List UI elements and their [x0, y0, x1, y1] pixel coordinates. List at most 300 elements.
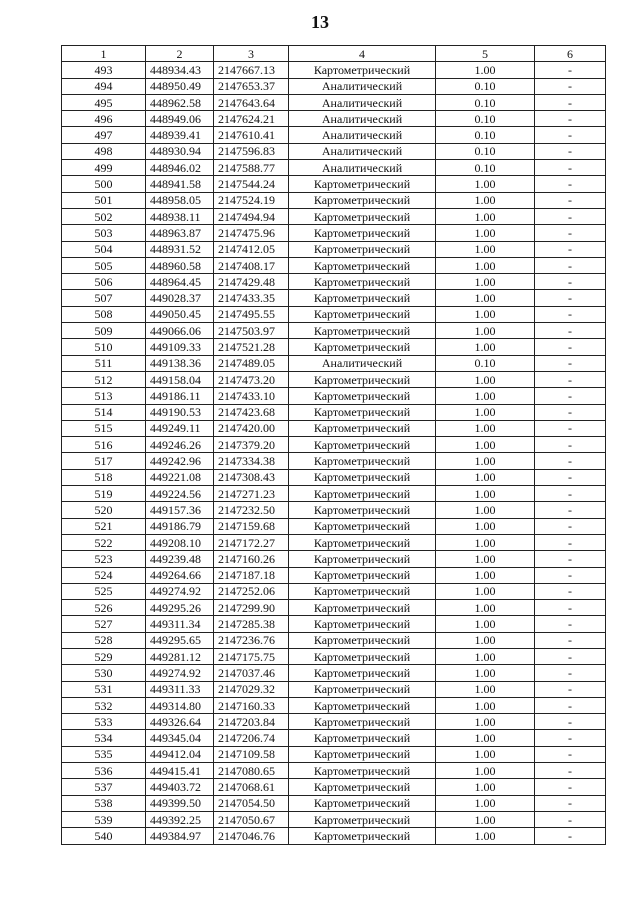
accuracy-cell: 1.00	[436, 437, 535, 453]
table-row	[62, 143, 606, 159]
accuracy-cell: 1.00	[436, 828, 535, 844]
method-cell: Аналитический	[289, 355, 436, 371]
y-coordinate-cell: 2147172.27	[214, 534, 289, 550]
method-cell: Картометрический	[289, 502, 436, 518]
y-coordinate-cell: 2147187.18	[214, 567, 289, 583]
point-number-cell: 523	[62, 551, 146, 567]
y-coordinate-cell: 2147596.83	[214, 143, 289, 159]
point-number-cell: 504	[62, 241, 146, 257]
y-coordinate-cell: 2147109.58	[214, 746, 289, 762]
accuracy-cell: 1.00	[436, 616, 535, 632]
x-coordinate-cell: 449415.41	[146, 763, 214, 779]
method-cell: Картометрический	[289, 257, 436, 273]
method-cell: Картометрический	[289, 371, 436, 387]
x-coordinate-cell: 449399.50	[146, 795, 214, 811]
note-cell: -	[535, 62, 606, 78]
note-cell: -	[535, 665, 606, 681]
point-number-cell: 526	[62, 600, 146, 616]
point-number-cell: 511	[62, 355, 146, 371]
point-number-cell: 505	[62, 257, 146, 273]
table-header-row	[62, 46, 606, 62]
method-cell: Картометрический	[289, 714, 436, 730]
y-coordinate-cell: 2147160.26	[214, 551, 289, 567]
table-row	[62, 648, 606, 664]
y-coordinate-cell: 2147423.68	[214, 404, 289, 420]
point-number-cell: 507	[62, 290, 146, 306]
column-header: 1	[62, 46, 146, 62]
table-row	[62, 192, 606, 208]
table-row	[62, 94, 606, 110]
y-coordinate-cell: 2147489.05	[214, 355, 289, 371]
accuracy-cell: 0.10	[436, 160, 535, 176]
accuracy-cell: 1.00	[436, 306, 535, 322]
method-cell: Аналитический	[289, 127, 436, 143]
note-cell: -	[535, 160, 606, 176]
note-cell: -	[535, 714, 606, 730]
table-row	[62, 828, 606, 844]
method-cell: Картометрический	[289, 828, 436, 844]
note-cell: -	[535, 648, 606, 664]
method-cell: Аналитический	[289, 111, 436, 127]
y-coordinate-cell: 2147667.13	[214, 62, 289, 78]
accuracy-cell: 0.10	[436, 111, 535, 127]
accuracy-cell: 1.00	[436, 323, 535, 339]
note-cell: -	[535, 339, 606, 355]
accuracy-cell: 0.10	[436, 94, 535, 110]
method-cell: Картометрический	[289, 241, 436, 257]
table-row	[62, 453, 606, 469]
x-coordinate-cell: 449392.25	[146, 811, 214, 827]
accuracy-cell: 1.00	[436, 486, 535, 502]
accuracy-cell: 1.00	[436, 225, 535, 241]
y-coordinate-cell: 2147379.20	[214, 437, 289, 453]
column-header: 4	[289, 46, 436, 62]
x-coordinate-cell: 449158.04	[146, 371, 214, 387]
y-coordinate-cell: 2147643.64	[214, 94, 289, 110]
y-coordinate-cell: 2147080.65	[214, 763, 289, 779]
point-number-cell: 503	[62, 225, 146, 241]
method-cell: Картометрический	[289, 697, 436, 713]
note-cell: -	[535, 518, 606, 534]
y-coordinate-cell: 2147653.37	[214, 78, 289, 94]
method-cell: Картометрический	[289, 437, 436, 453]
table-row	[62, 681, 606, 697]
method-cell: Картометрический	[289, 469, 436, 485]
point-number-cell: 513	[62, 388, 146, 404]
point-number-cell: 534	[62, 730, 146, 746]
accuracy-cell: 0.10	[436, 127, 535, 143]
column-header: 5	[436, 46, 535, 62]
point-number-cell: 536	[62, 763, 146, 779]
point-number-cell: 515	[62, 420, 146, 436]
method-cell: Картометрический	[289, 583, 436, 599]
method-cell: Картометрический	[289, 534, 436, 550]
method-cell: Картометрический	[289, 453, 436, 469]
point-number-cell: 527	[62, 616, 146, 632]
point-number-cell: 518	[62, 469, 146, 485]
table-row	[62, 665, 606, 681]
method-cell: Картометрический	[289, 665, 436, 681]
point-number-cell: 525	[62, 583, 146, 599]
method-cell: Картометрический	[289, 306, 436, 322]
note-cell: -	[535, 567, 606, 583]
note-cell: -	[535, 274, 606, 290]
note-cell: -	[535, 290, 606, 306]
point-number-cell: 493	[62, 62, 146, 78]
y-coordinate-cell: 2147408.17	[214, 257, 289, 273]
point-number-cell: 533	[62, 714, 146, 730]
y-coordinate-cell: 2147175.75	[214, 648, 289, 664]
accuracy-cell: 1.00	[436, 62, 535, 78]
table-body	[62, 62, 606, 844]
point-number-cell: 499	[62, 160, 146, 176]
accuracy-cell: 1.00	[436, 208, 535, 224]
note-cell: -	[535, 632, 606, 648]
table-row	[62, 241, 606, 257]
table-row	[62, 371, 606, 387]
x-coordinate-cell: 448941.58	[146, 176, 214, 192]
point-number-cell: 538	[62, 795, 146, 811]
y-coordinate-cell: 2147610.41	[214, 127, 289, 143]
table-row	[62, 795, 606, 811]
method-cell: Аналитический	[289, 78, 436, 94]
x-coordinate-cell: 449157.36	[146, 502, 214, 518]
point-number-cell: 512	[62, 371, 146, 387]
point-number-cell: 529	[62, 648, 146, 664]
x-coordinate-cell: 449345.04	[146, 730, 214, 746]
note-cell: -	[535, 355, 606, 371]
x-coordinate-cell: 449186.11	[146, 388, 214, 404]
x-coordinate-cell: 448939.41	[146, 127, 214, 143]
table-row	[62, 469, 606, 485]
x-coordinate-cell: 448964.45	[146, 274, 214, 290]
y-coordinate-cell: 2147068.61	[214, 779, 289, 795]
table-row	[62, 730, 606, 746]
table-row	[62, 518, 606, 534]
y-coordinate-cell: 2147160.33	[214, 697, 289, 713]
point-number-cell: 528	[62, 632, 146, 648]
x-coordinate-cell: 449028.37	[146, 290, 214, 306]
method-cell: Картометрический	[289, 746, 436, 762]
method-cell: Картометрический	[289, 763, 436, 779]
accuracy-cell: 1.00	[436, 795, 535, 811]
method-cell: Картометрический	[289, 404, 436, 420]
accuracy-cell: 1.00	[436, 681, 535, 697]
x-coordinate-cell: 449224.56	[146, 486, 214, 502]
accuracy-cell: 1.00	[436, 241, 535, 257]
y-coordinate-cell: 2147420.00	[214, 420, 289, 436]
method-cell: Картометрический	[289, 811, 436, 827]
point-number-cell: 516	[62, 437, 146, 453]
note-cell: -	[535, 127, 606, 143]
point-number-cell: 539	[62, 811, 146, 827]
x-coordinate-cell: 448930.94	[146, 143, 214, 159]
point-number-cell: 520	[62, 502, 146, 518]
accuracy-cell: 1.00	[436, 388, 535, 404]
method-cell: Картометрический	[289, 600, 436, 616]
accuracy-cell: 1.00	[436, 714, 535, 730]
method-cell: Аналитический	[289, 160, 436, 176]
table-row	[62, 355, 606, 371]
x-coordinate-cell: 448938.11	[146, 208, 214, 224]
point-number-cell: 508	[62, 306, 146, 322]
point-number-cell: 500	[62, 176, 146, 192]
note-cell: -	[535, 111, 606, 127]
x-coordinate-cell: 449274.92	[146, 665, 214, 681]
method-cell: Аналитический	[289, 143, 436, 159]
x-coordinate-cell: 449066.06	[146, 323, 214, 339]
point-number-cell: 502	[62, 208, 146, 224]
x-coordinate-cell: 448946.02	[146, 160, 214, 176]
x-coordinate-cell: 449221.08	[146, 469, 214, 485]
method-cell: Картометрический	[289, 62, 436, 78]
point-number-cell: 517	[62, 453, 146, 469]
y-coordinate-cell: 2147433.35	[214, 290, 289, 306]
x-coordinate-cell: 449050.45	[146, 306, 214, 322]
x-coordinate-cell: 449326.64	[146, 714, 214, 730]
method-cell: Картометрический	[289, 616, 436, 632]
accuracy-cell: 1.00	[436, 274, 535, 290]
table-row	[62, 437, 606, 453]
method-cell: Картометрический	[289, 795, 436, 811]
method-cell: Картометрический	[289, 681, 436, 697]
table-row	[62, 323, 606, 339]
note-cell: -	[535, 241, 606, 257]
table-row	[62, 176, 606, 192]
x-coordinate-cell: 448962.58	[146, 94, 214, 110]
note-cell: -	[535, 486, 606, 502]
accuracy-cell: 1.00	[436, 534, 535, 550]
table-row	[62, 420, 606, 436]
x-coordinate-cell: 448950.49	[146, 78, 214, 94]
point-number-cell: 514	[62, 404, 146, 420]
method-cell: Картометрический	[289, 192, 436, 208]
column-header: 6	[535, 46, 606, 62]
accuracy-cell: 1.00	[436, 290, 535, 306]
note-cell: -	[535, 257, 606, 273]
table-row	[62, 583, 606, 599]
x-coordinate-cell: 449295.26	[146, 600, 214, 616]
accuracy-cell: 1.00	[436, 469, 535, 485]
table-row	[62, 811, 606, 827]
table-row	[62, 600, 606, 616]
y-coordinate-cell: 2147299.90	[214, 600, 289, 616]
note-cell: -	[535, 225, 606, 241]
method-cell: Картометрический	[289, 339, 436, 355]
table-row	[62, 388, 606, 404]
accuracy-cell: 1.00	[436, 551, 535, 567]
x-coordinate-cell: 449208.10	[146, 534, 214, 550]
accuracy-cell: 1.00	[436, 502, 535, 518]
note-cell: -	[535, 730, 606, 746]
note-cell: -	[535, 534, 606, 550]
table-row	[62, 160, 606, 176]
note-cell: -	[535, 811, 606, 827]
y-coordinate-cell: 2147159.68	[214, 518, 289, 534]
y-coordinate-cell: 2147252.06	[214, 583, 289, 599]
x-coordinate-cell: 448931.52	[146, 241, 214, 257]
x-coordinate-cell: 449412.04	[146, 746, 214, 762]
point-number-cell: 496	[62, 111, 146, 127]
note-cell: -	[535, 469, 606, 485]
y-coordinate-cell: 2147503.97	[214, 323, 289, 339]
method-cell: Картометрический	[289, 730, 436, 746]
y-coordinate-cell: 2147203.84	[214, 714, 289, 730]
accuracy-cell: 1.00	[436, 176, 535, 192]
point-number-cell: 509	[62, 323, 146, 339]
y-coordinate-cell: 2147473.20	[214, 371, 289, 387]
x-coordinate-cell: 449384.97	[146, 828, 214, 844]
accuracy-cell: 1.00	[436, 453, 535, 469]
x-coordinate-cell: 449138.36	[146, 355, 214, 371]
method-cell: Картометрический	[289, 486, 436, 502]
accuracy-cell: 1.00	[436, 371, 535, 387]
y-coordinate-cell: 2147429.48	[214, 274, 289, 290]
accuracy-cell: 0.10	[436, 355, 535, 371]
table-row	[62, 404, 606, 420]
x-coordinate-cell: 449274.92	[146, 583, 214, 599]
table-row	[62, 62, 606, 78]
y-coordinate-cell: 2147495.55	[214, 306, 289, 322]
accuracy-cell: 1.00	[436, 697, 535, 713]
method-cell: Аналитический	[289, 94, 436, 110]
x-coordinate-cell: 449403.72	[146, 779, 214, 795]
x-coordinate-cell: 449242.96	[146, 453, 214, 469]
table-row	[62, 339, 606, 355]
x-coordinate-cell: 449186.79	[146, 518, 214, 534]
note-cell: -	[535, 323, 606, 339]
note-cell: -	[535, 176, 606, 192]
note-cell: -	[535, 420, 606, 436]
point-number-cell: 501	[62, 192, 146, 208]
note-cell: -	[535, 502, 606, 518]
note-cell: -	[535, 453, 606, 469]
note-cell: -	[535, 779, 606, 795]
accuracy-cell: 1.00	[436, 763, 535, 779]
point-number-cell: 521	[62, 518, 146, 534]
y-coordinate-cell: 2147206.74	[214, 730, 289, 746]
x-coordinate-cell: 448949.06	[146, 111, 214, 127]
accuracy-cell: 1.00	[436, 583, 535, 599]
note-cell: -	[535, 78, 606, 94]
x-coordinate-cell: 449311.33	[146, 681, 214, 697]
note-cell: -	[535, 208, 606, 224]
table-row	[62, 697, 606, 713]
method-cell: Картометрический	[289, 779, 436, 795]
accuracy-cell: 1.00	[436, 404, 535, 420]
accuracy-cell: 0.10	[436, 78, 535, 94]
accuracy-cell: 0.10	[436, 143, 535, 159]
x-coordinate-cell: 448958.05	[146, 192, 214, 208]
point-number-cell: 530	[62, 665, 146, 681]
x-coordinate-cell: 449311.34	[146, 616, 214, 632]
y-coordinate-cell: 2147037.46	[214, 665, 289, 681]
point-number-cell: 495	[62, 94, 146, 110]
y-coordinate-cell: 2147046.76	[214, 828, 289, 844]
note-cell: -	[535, 306, 606, 322]
y-coordinate-cell: 2147232.50	[214, 502, 289, 518]
method-cell: Картометрический	[289, 176, 436, 192]
y-coordinate-cell: 2147308.43	[214, 469, 289, 485]
method-cell: Картометрический	[289, 225, 436, 241]
x-coordinate-cell: 449281.12	[146, 648, 214, 664]
table-row	[62, 763, 606, 779]
table-row	[62, 534, 606, 550]
method-cell: Картометрический	[289, 518, 436, 534]
point-number-cell: 510	[62, 339, 146, 355]
table-row	[62, 502, 606, 518]
table-row	[62, 290, 606, 306]
table-row	[62, 567, 606, 583]
note-cell: -	[535, 795, 606, 811]
y-coordinate-cell: 2147029.32	[214, 681, 289, 697]
y-coordinate-cell: 2147271.23	[214, 486, 289, 502]
x-coordinate-cell: 448934.43	[146, 62, 214, 78]
y-coordinate-cell: 2147334.38	[214, 453, 289, 469]
accuracy-cell: 1.00	[436, 811, 535, 827]
x-coordinate-cell: 449264.66	[146, 567, 214, 583]
table-row	[62, 111, 606, 127]
method-cell: Картометрический	[289, 208, 436, 224]
note-cell: -	[535, 746, 606, 762]
y-coordinate-cell: 2147236.76	[214, 632, 289, 648]
y-coordinate-cell: 2147624.21	[214, 111, 289, 127]
method-cell: Картометрический	[289, 551, 436, 567]
accuracy-cell: 1.00	[436, 665, 535, 681]
table-row	[62, 551, 606, 567]
table-row	[62, 274, 606, 290]
table-row	[62, 78, 606, 94]
x-coordinate-cell: 449246.26	[146, 437, 214, 453]
table-row	[62, 306, 606, 322]
x-coordinate-cell: 448963.87	[146, 225, 214, 241]
y-coordinate-cell: 2147054.50	[214, 795, 289, 811]
point-number-cell: 498	[62, 143, 146, 159]
note-cell: -	[535, 828, 606, 844]
method-cell: Картометрический	[289, 290, 436, 306]
accuracy-cell: 1.00	[436, 779, 535, 795]
y-coordinate-cell: 2147524.19	[214, 192, 289, 208]
y-coordinate-cell: 2147285.38	[214, 616, 289, 632]
table-row	[62, 486, 606, 502]
point-number-cell: 497	[62, 127, 146, 143]
method-cell: Картометрический	[289, 323, 436, 339]
y-coordinate-cell: 2147494.94	[214, 208, 289, 224]
note-cell: -	[535, 437, 606, 453]
table-row	[62, 257, 606, 273]
point-number-cell: 519	[62, 486, 146, 502]
note-cell: -	[535, 388, 606, 404]
y-coordinate-cell: 2147412.05	[214, 241, 289, 257]
page-number: 13	[311, 12, 329, 32]
note-cell: -	[535, 404, 606, 420]
accuracy-cell: 1.00	[436, 730, 535, 746]
method-cell: Картометрический	[289, 648, 436, 664]
accuracy-cell: 1.00	[436, 339, 535, 355]
x-coordinate-cell: 449190.53	[146, 404, 214, 420]
point-number-cell: 494	[62, 78, 146, 94]
y-coordinate-cell: 2147588.77	[214, 160, 289, 176]
method-cell: Картометрический	[289, 420, 436, 436]
table-row	[62, 779, 606, 795]
y-coordinate-cell: 2147433.10	[214, 388, 289, 404]
table-row	[62, 632, 606, 648]
point-number-cell: 506	[62, 274, 146, 290]
point-number-cell: 531	[62, 681, 146, 697]
point-number-cell: 535	[62, 746, 146, 762]
point-number-cell: 540	[62, 828, 146, 844]
accuracy-cell: 1.00	[436, 746, 535, 762]
